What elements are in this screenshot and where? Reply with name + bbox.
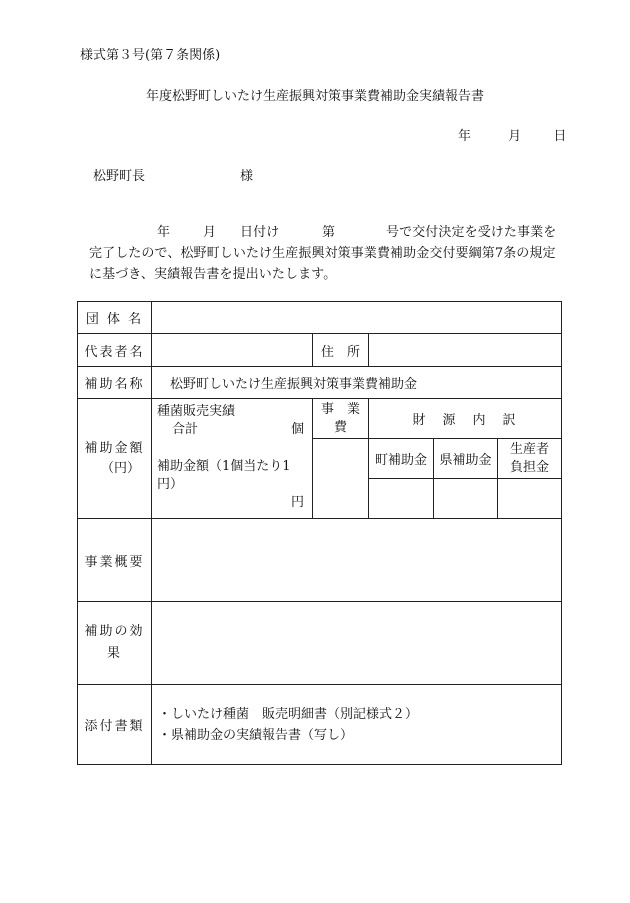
- project-cost-label: 事 業 費: [313, 399, 369, 439]
- representative-field[interactable]: [152, 334, 313, 367]
- body-year: 年: [157, 225, 171, 240]
- sales-record-cell: [152, 399, 313, 519]
- pieces-unit: 個: [290, 422, 304, 437]
- body-no-prefix: 第: [322, 225, 336, 240]
- effect-label: 補助の効果: [78, 602, 152, 685]
- amount-label-1: 補助金額: [84, 440, 145, 456]
- body-text: [89, 222, 559, 285]
- address-label: 住 所: [313, 334, 369, 367]
- total-row: [157, 421, 308, 439]
- body-rest: 完了したので、松野町しいたけ生産振興対策事業費補助金交付要綱第7条の規定に基づき、実績報告書を提出いたします。: [89, 246, 556, 282]
- subsidy-name-value: 松野町しいたけ生産振興対策事業費補助金: [152, 367, 562, 399]
- subsidy-name-label: 補助名称: [78, 367, 152, 399]
- producer-share-label: 生産者負担金: [498, 439, 562, 479]
- attachment-item: ・しいたけ種菌 販売明細書（別記様式２）: [158, 706, 419, 722]
- date-month: 月: [508, 129, 522, 144]
- addressee: [93, 165, 254, 184]
- representative-label: 代表者名: [78, 334, 152, 367]
- total-label: 合計: [172, 422, 199, 437]
- pref-subsidy-field[interactable]: [434, 479, 498, 519]
- attachments-list: [152, 685, 562, 765]
- date-year: 年: [458, 129, 472, 144]
- project-cost-field[interactable]: [313, 439, 369, 519]
- report-table: [77, 301, 562, 765]
- producer-share-field[interactable]: [498, 479, 562, 519]
- town-subsidy-label: 町補助金: [369, 439, 434, 479]
- body-month: 月: [203, 225, 217, 240]
- form-number: 様式第３号(第７条関係): [80, 48, 221, 63]
- report-date: [448, 125, 566, 144]
- address-field[interactable]: [369, 334, 562, 367]
- town-subsidy-field[interactable]: [369, 479, 434, 519]
- addressee-honorific: 様: [240, 169, 254, 184]
- project-summary-field[interactable]: [152, 519, 562, 602]
- funding-breakdown-label: 財 源 内 訳: [369, 399, 562, 439]
- yen-unit: 円: [290, 495, 304, 510]
- attachment-item: ・県補助金の実績報告書（写し）: [158, 727, 354, 743]
- date-day: 日: [553, 129, 567, 144]
- body-line-1: [89, 222, 559, 243]
- sales-record-label: 種菌販売実績: [157, 404, 236, 419]
- pref-subsidy-label: 県補助金: [434, 439, 498, 479]
- amount-label-2: （円）: [100, 460, 140, 476]
- effect-field[interactable]: [152, 602, 562, 685]
- group-name-label: 団 体 名: [78, 302, 152, 334]
- document-title: 年度松野町しいたけ生産振興対策事業費補助金実績報告書: [145, 89, 484, 104]
- per-unit-label: 補助金額（1個当たり1円）: [157, 459, 291, 492]
- group-name-field[interactable]: [152, 302, 562, 334]
- amount-label: [78, 399, 152, 519]
- project-summary-label: 事業概要: [78, 519, 152, 602]
- attachments-label: 添付書類: [78, 685, 152, 765]
- addressee-name: 松野町長: [93, 169, 146, 184]
- body-no-suffix: 号で交付決定を受けた事業を: [386, 225, 557, 240]
- body-day: 日付け: [240, 225, 280, 240]
